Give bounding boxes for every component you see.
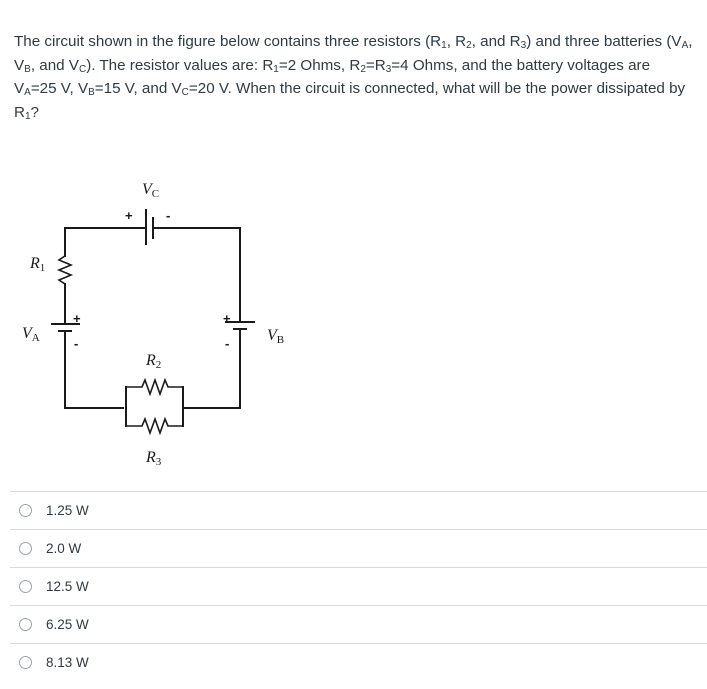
answer-option[interactable] xyxy=(10,643,707,681)
radio-button[interactable] xyxy=(19,618,32,631)
radio-button[interactable] xyxy=(19,542,32,555)
answer-label: 6.25 W xyxy=(46,617,89,632)
answer-label: 12.5 W xyxy=(46,579,89,594)
r2-label: R2 xyxy=(146,352,162,371)
radio-button[interactable] xyxy=(19,656,32,669)
answer-label: 8.13 W xyxy=(46,655,89,670)
answer-label: 2.0 W xyxy=(46,541,82,556)
va-plus-sign: + xyxy=(73,311,81,326)
vb-label: VB xyxy=(267,327,285,346)
r1-resistor xyxy=(59,256,71,284)
vb-plus-sign: + xyxy=(223,311,231,326)
radio-button[interactable] xyxy=(19,504,32,517)
vc-minus-sign: - xyxy=(166,208,171,223)
r1-label: R1 xyxy=(30,255,46,274)
wire-bottom-right xyxy=(184,329,240,408)
answer-option[interactable] xyxy=(10,605,707,643)
va-label: VA xyxy=(22,325,40,344)
r3-resistor xyxy=(126,419,183,433)
vc-label: VC xyxy=(142,181,160,200)
r2-resistor xyxy=(126,380,183,394)
wire-top-left xyxy=(65,228,146,256)
circuit-diagram xyxy=(0,170,330,480)
radio-button[interactable] xyxy=(19,580,32,593)
answer-option[interactable] xyxy=(10,529,707,567)
wire-top-right xyxy=(153,228,240,322)
vb-minus-sign: - xyxy=(225,336,230,351)
vc-plus-sign: + xyxy=(125,208,133,223)
answer-label: 1.25 W xyxy=(46,503,89,518)
question-text: The circuit shown in the figure below contains three resistors ($R_1$, $R_2$, and $R_3$) and three batteries ($V_A$, $V_B$, and $V_C$). The resistor values are: $R_1=2$ Ohms, $R_2=R_3=4$ Ohms, and the battery voltages are $V_A=25$ V, $V_B=15$ V, and $V_C=20$ V. When the circuit is connected, what will be the power dissipated by $R_1$? xyxy=(14,33,693,122)
answer-option[interactable] xyxy=(10,491,707,529)
answer-option[interactable] xyxy=(10,567,707,605)
va-minus-sign: - xyxy=(74,336,79,351)
r3-label: R3 xyxy=(146,449,162,468)
answer-list xyxy=(10,491,707,681)
